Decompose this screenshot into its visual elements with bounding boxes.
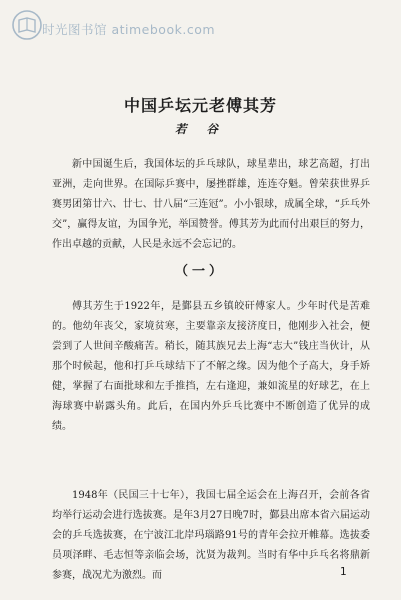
body-paragraph-2: 1948年（民国三十七年），我国七届全运会在上海召开，会前各省均举行运动会进行选拔赛。是年3月27日晚7时，鄞县出席本省六届运动会的乒乓选拔赛，在宁波江北岸玛瑙路91号的青年会拉开帷幕。选拔委员项泽畔、毛志恒等亲临会场，沈贤为裁判。当时有华中乒乓名将鼎新参赛，战况尤为激烈。而 (52, 490, 370, 581)
article-author: 若 谷 (174, 122, 226, 136)
book-stamp-icon (10, 8, 44, 42)
watermark (6, 6, 216, 76)
section-heading: （一） (174, 264, 226, 279)
body-paragraph-1: 傅其芳生于1922年，是鄞县五乡镇皎矸傅家人。少年时代是苦难的。他幼年丧父，家境贫寒，主要靠亲友接济度日，他刚步入社会，便尝到了人世间辛酸痛苦。稍长，随其族兄去上海“志大”钱庄当伙计，从那个时候起，他和打乒乓球结下了不解之缘。因为他个子高大，身手矫健，掌握了右面批球和左手推挡，左右逢迎，兼如流星的好球艺，在上海球赛中崭露头角。此后，在国内外乒乓比赛中不断创造了优异的成绩。 (52, 301, 370, 432)
intro-paragraph: 新中国诞生后，我国体坛的乒乓球队，球星辈出，球艺高超，打出亚洲，走向世界。在国际乒赛中，屡挫群雄，连连夺魁。曾荣获世界乒赛男团第廿六、廿七、廿八届“三连冠”。小小银球，成属全球，“乒乓外交”，赢得友谊，为国争光，举国赞誉。傅其芳为此而付出艰巨的努力，作出卓越的贡献，人民是永远不会忘记的。 (52, 159, 370, 250)
page-number: 1 (340, 566, 347, 578)
article-title: 中国乒坛元老傅其芳 (123, 96, 277, 115)
watermark-text: 时光图书馆 atimebook.com (42, 22, 216, 37)
